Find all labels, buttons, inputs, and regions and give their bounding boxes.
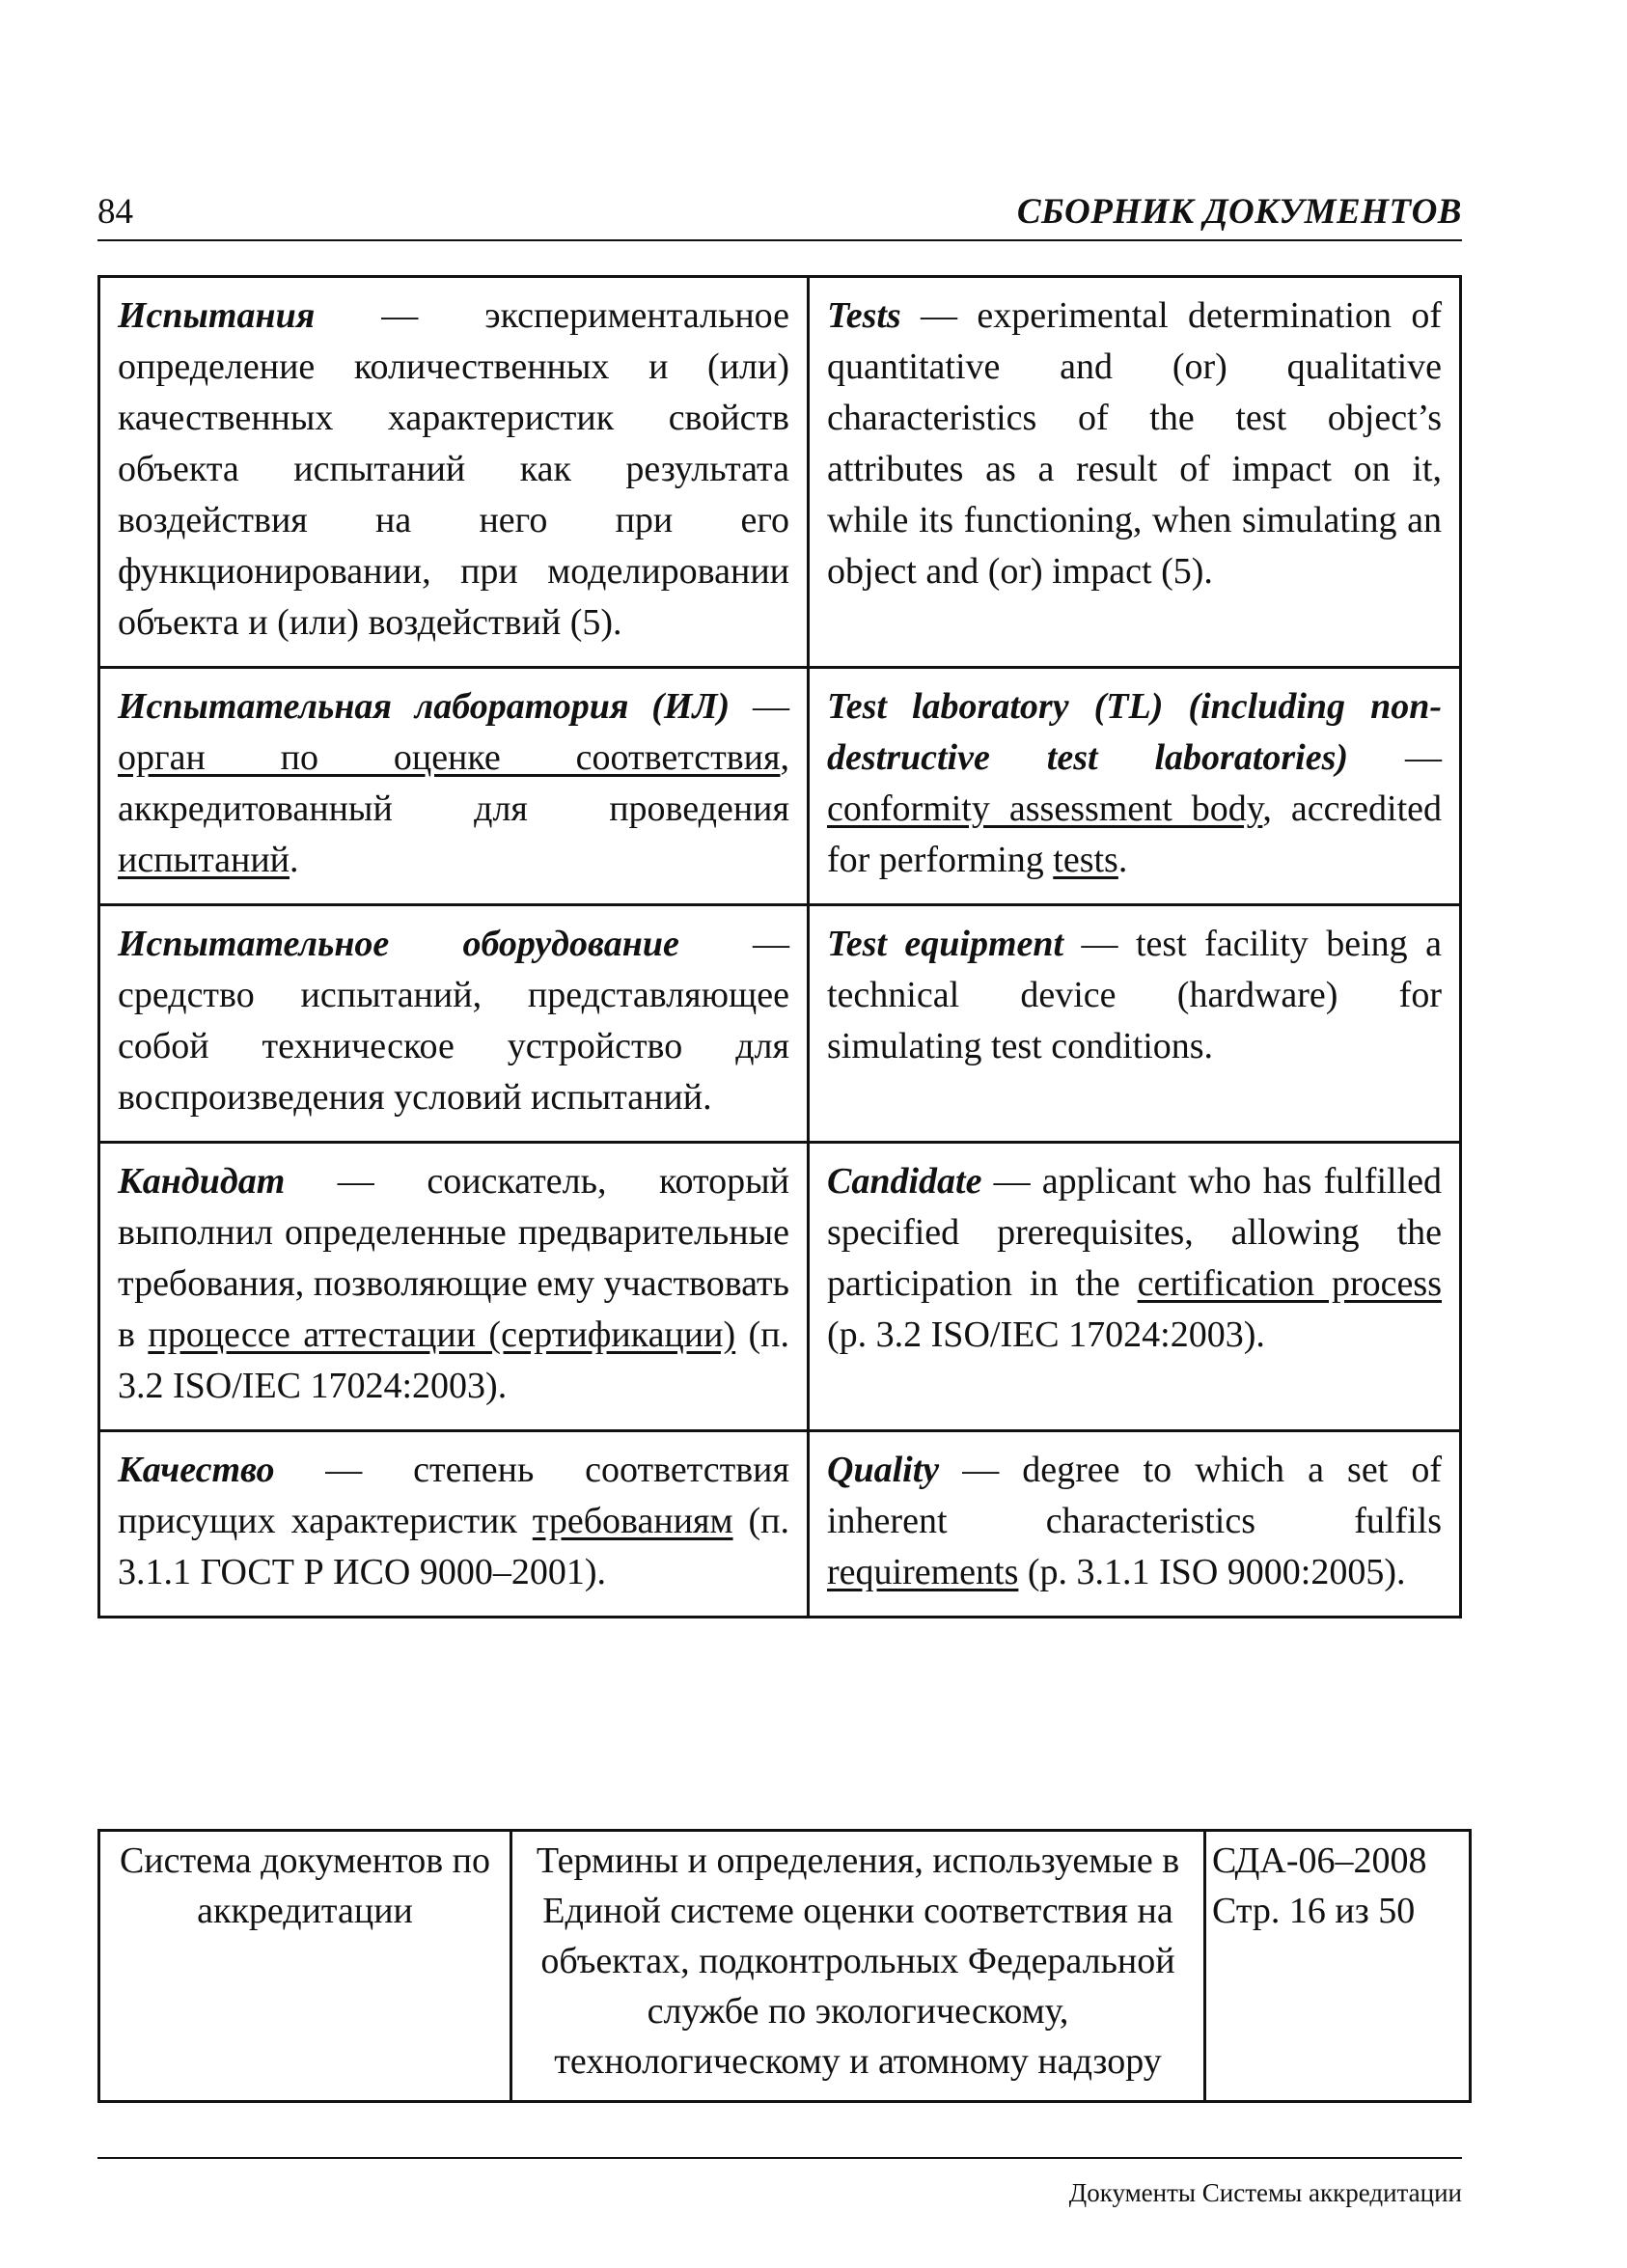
term-row	[99, 1431, 1461, 1618]
cross-reference-link[interactable]: certification process	[1137, 1263, 1442, 1304]
page-number: 84	[97, 192, 133, 232]
definition-text: (п. 3.2 ISO/IEC 17024:2003).	[118, 1314, 790, 1406]
cross-reference-link[interactable]: испытаний	[118, 840, 290, 880]
document-footer-box	[97, 1829, 1472, 2103]
term-row	[99, 668, 1461, 905]
english-definition-cell	[809, 1143, 1461, 1431]
footer-document-title: Термины и определения, используемые в Единой системе оценки соответствия на объектах, подконтрольных Федеральной службе по экологическому, технологическому и атомному надзору	[511, 1831, 1205, 2102]
definition-text: — degree to which a set of inherent characteristics fulfils	[827, 1450, 1442, 1541]
definition-text: , accredited for performing	[827, 788, 1442, 880]
term-name: Испытательная лаборатория (ИЛ)	[118, 686, 731, 727]
footer-caption: Документы Системы аккредитации	[1068, 2178, 1462, 2207]
term-name: Test equipment	[827, 924, 1064, 964]
term-row	[99, 905, 1461, 1143]
footer-system-name: Система документов по аккредитации	[99, 1831, 511, 2102]
page-counter: Стр. 16 из 50	[1212, 1891, 1416, 1931]
definition-text: — test facility being a technical device (hardware) for simulating test conditions.	[827, 924, 1442, 1066]
russian-definition-cell	[99, 668, 809, 905]
english-definition-cell	[809, 1431, 1461, 1618]
document-code: СДА-06–2008	[1212, 1840, 1427, 1881]
english-definition-cell	[809, 668, 1461, 905]
russian-definition-cell	[99, 1143, 809, 1431]
definition-text: — средство испытаний, представляющее собой техническое устройство для воспроизведения условий испытаний.	[118, 924, 790, 1118]
term-name: Качество	[118, 1450, 275, 1490]
definition-text: (p. 3.2 ISO/IEC 17024:2003).	[827, 1314, 1265, 1355]
russian-definition-cell	[99, 905, 809, 1143]
definition-text: —	[730, 686, 789, 727]
term-name: Кандидат	[118, 1161, 286, 1202]
terms-table	[97, 275, 1462, 1618]
footer-divider	[97, 2157, 1462, 2159]
definition-text: , аккредитованный для проведения	[118, 737, 789, 829]
term-name: Tests	[827, 295, 901, 336]
term-name: Test laboratory (TL) (including non-destructive test laboratories)	[827, 686, 1442, 778]
cross-reference-link[interactable]: процессе аттестации (сертификации)	[148, 1314, 736, 1355]
definition-text: — экспериментальное определение количественных и (или) качественных характеристик свойств объекта испытаний как результата воздействия на него при его функционировании, при моделировании объекта и (или) воздействий (5).	[118, 295, 789, 643]
cross-reference-link[interactable]: conformity assessment body	[827, 788, 1263, 829]
footer-code-cell	[1205, 1831, 1471, 2102]
definition-text: .	[290, 840, 299, 880]
definition-text: — степень соответствия присущих характеристик	[118, 1450, 789, 1541]
definition-text: — applicant who has fulfilled specified prerequisites, allowing the participation in the	[827, 1161, 1442, 1304]
russian-definition-cell	[99, 1431, 809, 1618]
term-name: Quality	[827, 1450, 940, 1490]
definition-text: — experimental determination of quantitative and (or) qualitative characteristics of the test object’s attributes as a result of impact on it, while its functioning, when simulating an object and (or) impact (5).	[827, 295, 1442, 592]
header-divider	[97, 239, 1462, 241]
russian-definition-cell	[99, 277, 809, 668]
definition-text: .	[1117, 840, 1128, 880]
definition-text: — соискатель, который выполнил определенные предварительные требования, позволяющие ему участвовать в	[118, 1161, 789, 1355]
cross-reference-link[interactable]: tests	[1053, 840, 1118, 880]
term-name: Испытания	[118, 295, 316, 336]
definition-text: —	[1348, 737, 1442, 778]
definition-text: (p. 3.1.1 ISO 9000:2005).	[1018, 1552, 1406, 1592]
term-name: Испытательное оборудование	[118, 924, 679, 964]
english-definition-cell	[809, 277, 1461, 668]
definition-text: (п. 3.1.1 ГОСТ Р ИСО 9000–2001).	[118, 1501, 789, 1592]
term-row	[99, 1143, 1461, 1431]
english-definition-cell	[809, 905, 1461, 1143]
cross-reference-link[interactable]: орган по оценке соответствия	[118, 737, 781, 778]
running-title: СБОРНИК ДОКУМЕНТОВ	[1016, 192, 1462, 232]
term-row	[99, 277, 1461, 668]
cross-reference-link[interactable]: requirements	[827, 1552, 1019, 1592]
cross-reference-link[interactable]: требованиям	[532, 1501, 733, 1541]
term-name: Candidate	[827, 1161, 982, 1202]
